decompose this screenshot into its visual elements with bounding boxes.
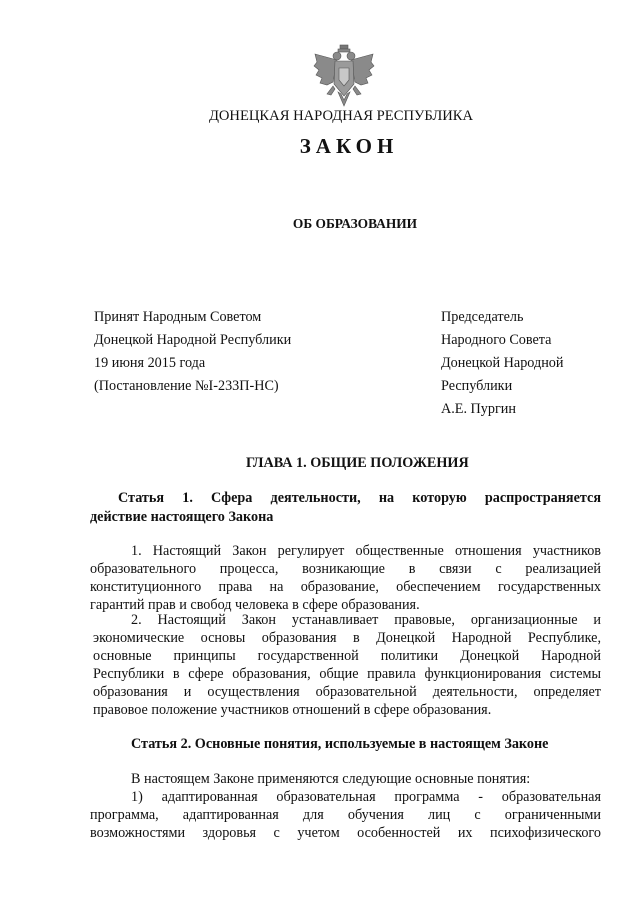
article-1-paragraph-1: 1. Настоящий Закон регулирует общественные отношения участников	[131, 543, 601, 559]
article-2-title: Статья 2. Основные понятия, используемые в настоящем Законе	[131, 736, 549, 752]
coat-of-arms-emblem	[313, 44, 375, 112]
article-2-item-1: возможностями здоровья с учетом особенностей их психофизического	[90, 825, 601, 841]
law-subject: ОБ ОБРАЗОВАНИИ	[292, 216, 418, 231]
article-1-title-cont: действие настоящего Закона	[90, 509, 274, 525]
document-type-title: ЗАКОН	[299, 134, 399, 158]
article-1-paragraph-1: гарантий прав и свобод человека в сфере образования.	[90, 597, 420, 613]
article-1-paragraph-2: образования и осуществления образовательной деятельности, определяет	[93, 684, 601, 700]
chairman-line: Председатель	[441, 309, 524, 325]
article-1-paragraph-2: 2. Настоящий Закон устанавливает правовые, организационные и	[131, 612, 601, 628]
article-1-paragraph-2: Республики в сфере образования, общие правила функционирования системы	[93, 666, 601, 682]
article-1-title: Статья 1. Сфера деятельности, на которую распространяется	[118, 490, 601, 506]
adopted-line: Принят Народным Советом	[94, 309, 262, 325]
adopted-line: (Постановление №I-233П-НС)	[94, 378, 279, 394]
adopted-line: Донецкой Народной Республики	[94, 332, 292, 348]
chairman-signature: А.Е. Пургин	[441, 401, 516, 417]
chairman-line: Народного Совета	[441, 332, 552, 348]
article-1-paragraph-1: конституционного права на образование, обеспечением государственных	[90, 579, 601, 595]
chapter-title: ГЛАВА 1. ОБЩИЕ ПОЛОЖЕНИЯ	[246, 455, 469, 471]
adopted-line: 19 июня 2015 года	[94, 355, 206, 371]
republic-name: ДОНЕЦКАЯ НАРОДНАЯ РЕСПУБЛИКА	[208, 108, 474, 124]
article-2-intro: В настоящем Законе применяются следующие основные понятия:	[131, 771, 531, 787]
article-1-paragraph-2: правовое положение участников отношений в сфере образования.	[93, 702, 492, 718]
article-1-paragraph-1: образовательного процесса, возникающие в связи с реализацией	[90, 561, 601, 577]
article-2-item-1: программа, адаптированная для обучения лиц с ограниченными	[90, 807, 601, 823]
chairman-line: Республики	[441, 378, 513, 394]
article-1-paragraph-2: основные принципы государственной политики Донецкой Народной	[93, 648, 601, 664]
article-1-paragraph-2: экономические основы образования в Донецкой Народной Республике,	[93, 630, 601, 646]
article-2-item-1: 1) адаптированная образовательная программа - образовательная	[131, 789, 601, 805]
chairman-line: Донецкой Народной	[441, 355, 564, 371]
